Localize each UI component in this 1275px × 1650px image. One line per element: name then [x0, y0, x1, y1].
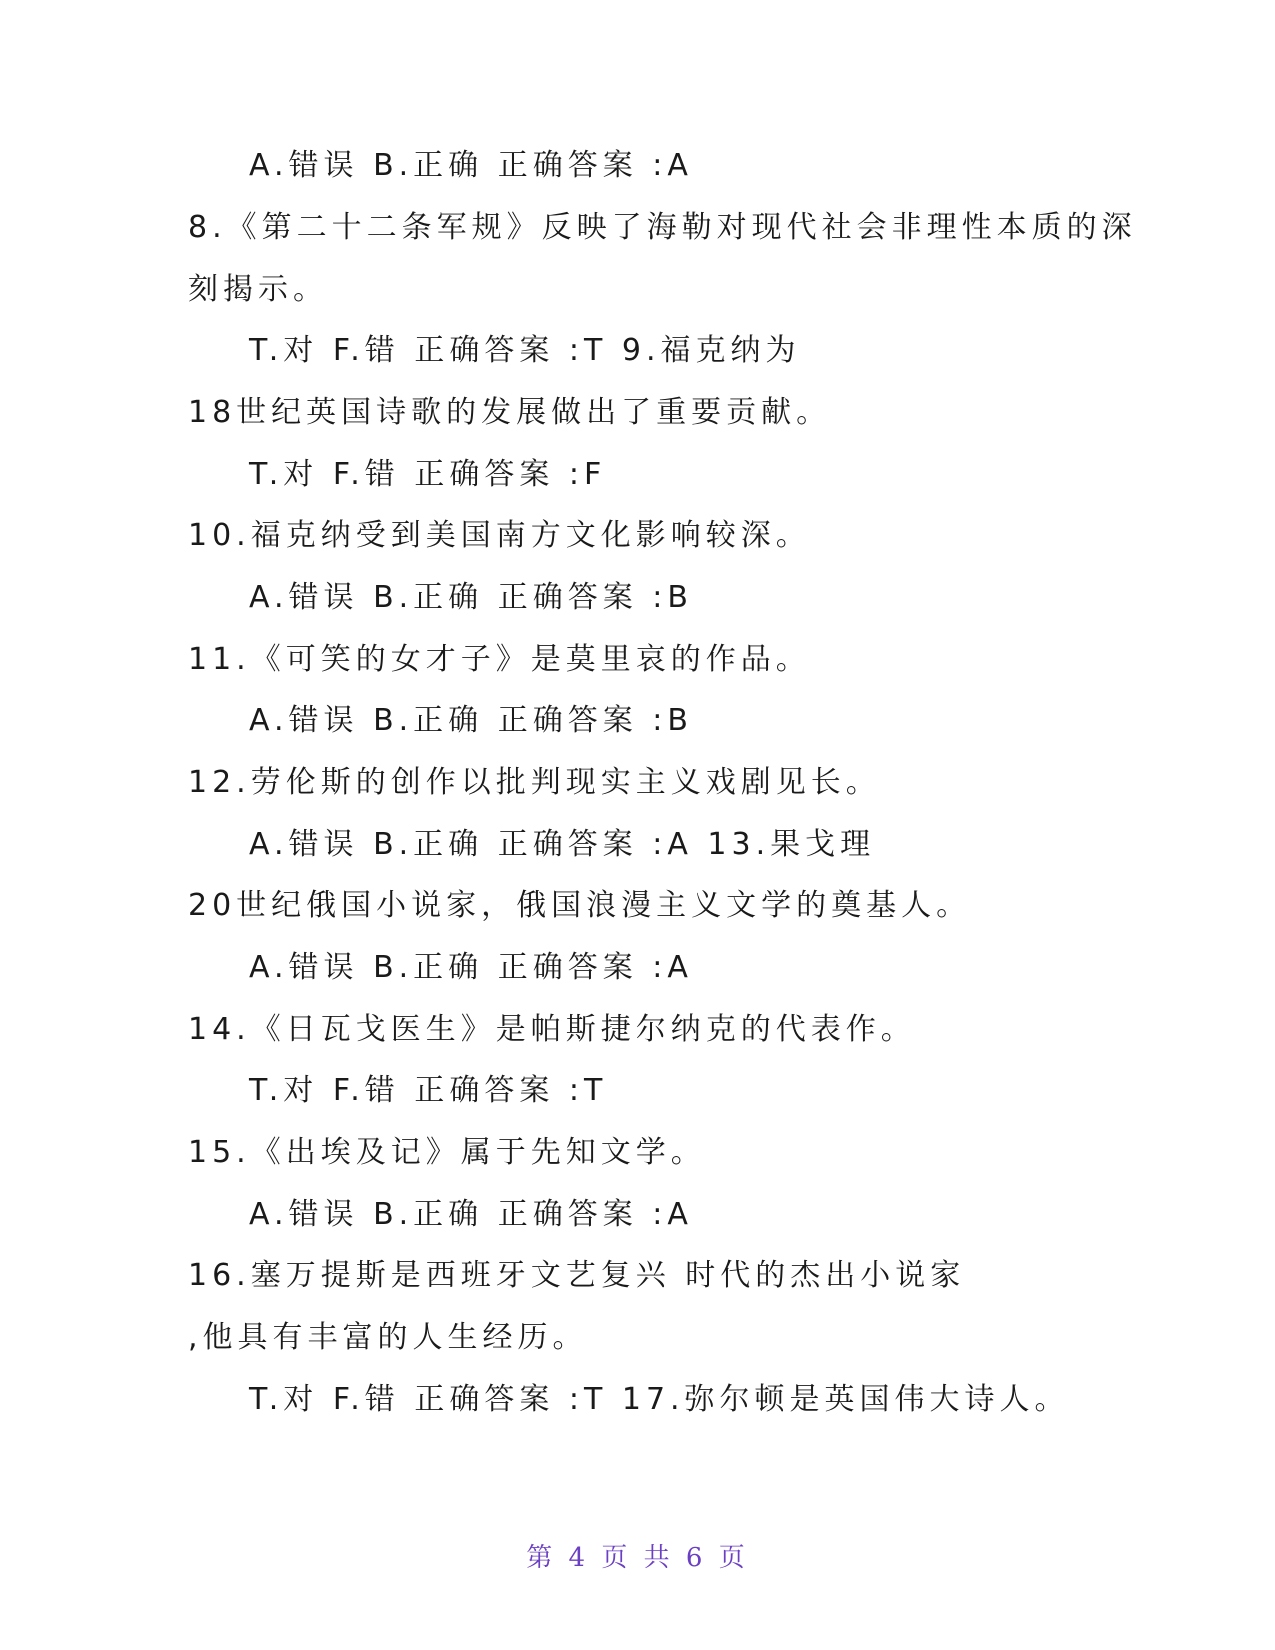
page-footer: 第 4 页 共 6 页 [526, 1543, 749, 1573]
question-line: 16.塞万提斯是西班牙文艺复兴 时代的杰出小说家 [188, 1258, 966, 1293]
question-line: ,他具有丰富的人生经历。 [188, 1320, 588, 1355]
answer-line: T.对 F.错 正确答案 :F [249, 457, 607, 492]
question-line: 14.《日瓦戈医生》是帕斯捷尔纳克的代表作。 [188, 1012, 916, 1047]
question-line: 8.《第二十二条军规》反映了海勒对现代社会非理性本质的深 [188, 210, 1137, 245]
answer-line: A.错误 B.正确 正确答案 :A [249, 950, 693, 985]
question-line: 15.《出埃及记》属于先知文学。 [188, 1135, 706, 1170]
answer-line: A.错误 B.正确 正确答案 :A [249, 1197, 693, 1232]
question-line: 刻揭示。 [188, 272, 328, 307]
question-line: 10.福克纳受到美国南方文化影响较深。 [188, 518, 811, 553]
answer-line: A.错误 B.正确 正确答案 :A [249, 148, 693, 183]
question-line: 18世纪英国诗歌的发展做出了重要贡献。 [188, 395, 832, 430]
question-line: 12.劳伦斯的创作以批判现实主义戏剧见长。 [188, 765, 881, 800]
answer-line: T.对 F.错 正确答案 :T [249, 1073, 608, 1108]
answer-line: A.错误 B.正确 正确答案 :B [249, 703, 693, 738]
answer-line: T.对 F.错 正确答案 :T 9.福克纳为 [249, 333, 801, 368]
answer-line: T.对 F.错 正确答案 :T 17.弥尔顿是英国伟大诗人。 [249, 1382, 1070, 1417]
question-line: 11.《可笑的女才子》是莫里哀的作品。 [188, 642, 811, 677]
answer-line: A.错误 B.正确 正确答案 :A 13.果戈理 [249, 827, 876, 862]
answer-line: A.错误 B.正确 正确答案 :B [249, 580, 693, 615]
question-line: 20世纪俄国小说家，俄国浪漫主义文学的奠基人。 [188, 888, 972, 923]
